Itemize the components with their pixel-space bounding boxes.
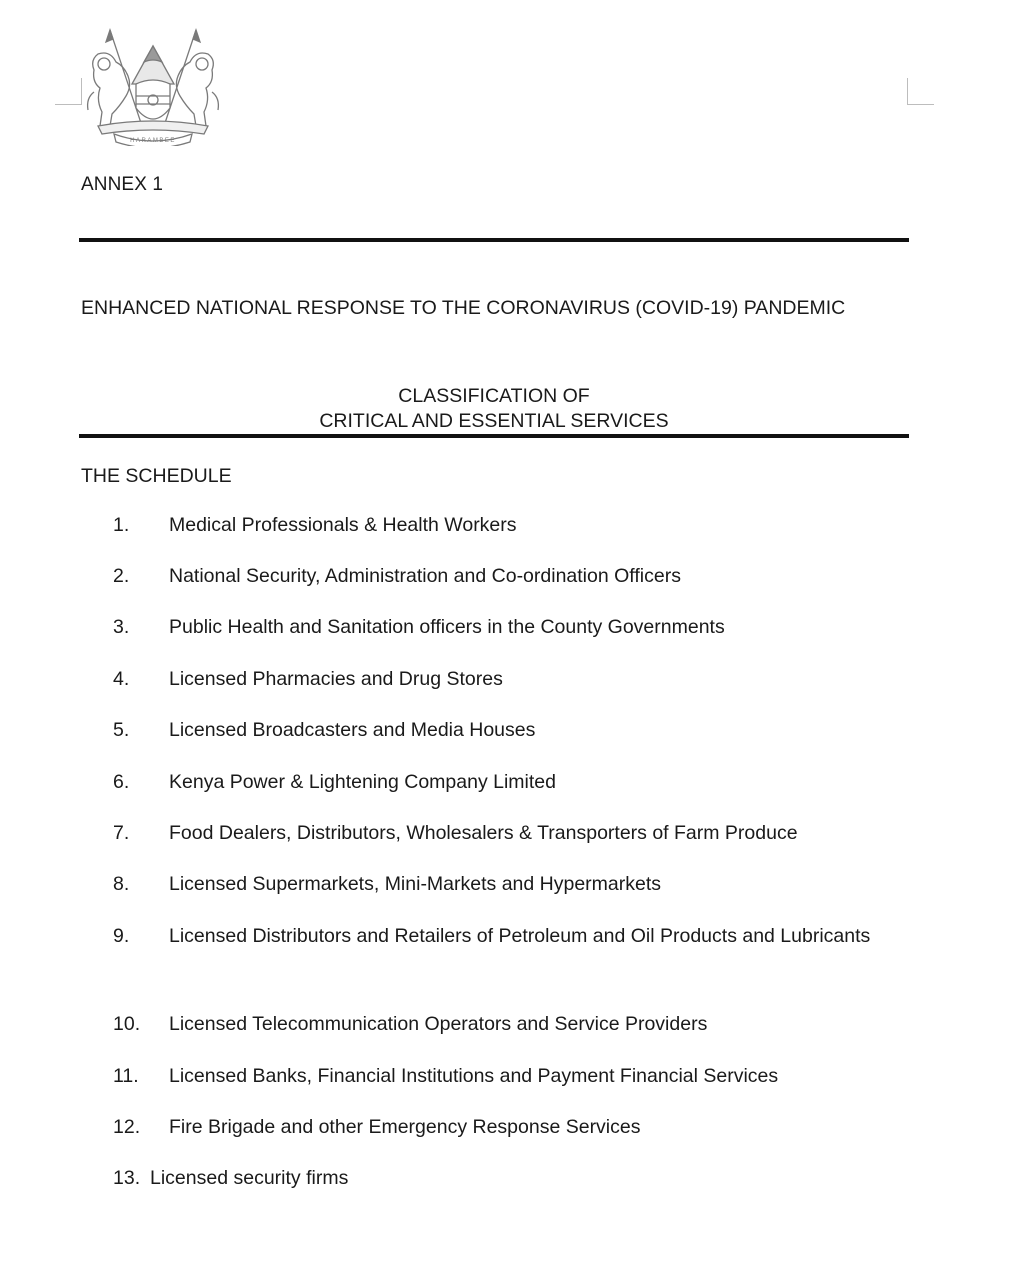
list-item: [113, 815, 907, 852]
crop-mark-right: [907, 78, 934, 105]
emblem-motto: HARAMBEE: [130, 138, 176, 144]
list-item-text: Licensed Banks, Financial Institutions and Payment Financial Services: [169, 1065, 779, 1087]
kenya-coat-of-arms-icon: [80, 26, 226, 146]
list-item: [113, 918, 907, 955]
annex-label: ANNEX 1: [81, 174, 164, 195]
list-item: [113, 712, 907, 749]
list-item-text: Food Dealers, Distributors, Wholesalers & Transporters of Farm Produce: [169, 822, 798, 844]
list-item-text: Licensed Broadcasters and Media Houses: [169, 719, 536, 741]
list-item-text: Kenya Power & Lightening Company Limited: [169, 771, 556, 793]
list-item-number: 10.: [113, 1013, 141, 1035]
list-item-number: 2.: [113, 565, 130, 587]
list-item: [113, 1006, 907, 1043]
bottom-rule: [79, 434, 909, 438]
classification-line-2: CRITICAL AND ESSENTIAL SERVICES: [319, 410, 669, 432]
list-item-number: 11.: [113, 1065, 139, 1087]
list-item: [113, 507, 907, 544]
schedule-heading: THE SCHEDULE: [81, 465, 232, 487]
list-item: [113, 764, 907, 801]
list-item: [113, 1160, 907, 1197]
list-item: [113, 866, 907, 903]
list-item: [113, 558, 907, 595]
list-item-text: Fire Brigade and other Emergency Response Services: [169, 1116, 641, 1138]
list-item-text: Medical Professionals & Health Workers: [169, 514, 517, 536]
list-item-text: Licensed Telecommunication Operators and Service Providers: [169, 1013, 708, 1035]
list-item-number: 4.: [113, 668, 130, 690]
list-item: [113, 1058, 907, 1095]
list-item: [113, 1109, 907, 1146]
classification-heading: [79, 384, 909, 434]
document-title: ENHANCED NATIONAL RESPONSE TO THE CORONAVIRUS (COVID-19) PANDEMIC: [81, 297, 846, 319]
list-item-number: 12.: [113, 1116, 141, 1138]
list-item-text: National Security, Administration and Co-ordination Officers: [169, 565, 681, 587]
list-item-text: Public Health and Sanitation officers in the County Governments: [169, 616, 725, 638]
crop-mark-left: [55, 78, 82, 105]
list-item-number: 6.: [113, 771, 130, 793]
top-rule: [79, 238, 909, 242]
list-item-number: 1.: [113, 514, 130, 536]
list-item-number: 13.: [113, 1167, 141, 1189]
list-item-number: 9.: [113, 925, 130, 947]
list-item-text: Licensed Pharmacies and Drug Stores: [169, 668, 503, 690]
classification-line-1: CLASSIFICATION OF: [398, 385, 590, 407]
list-item-number: 5.: [113, 719, 130, 741]
list-item-number: 7.: [113, 822, 130, 844]
list-item: [113, 661, 907, 698]
list-item-text: Licensed security firms: [150, 1167, 349, 1189]
list-item-text: Licensed Distributors and Retailers of Petroleum and Oil Products and Lubricants: [169, 925, 871, 947]
list-item-text: Licensed Supermarkets, Mini-Markets and Hypermarkets: [169, 873, 662, 895]
list-item-number: 3.: [113, 616, 130, 638]
list-item-number: 8.: [113, 873, 130, 895]
list-item: [113, 609, 907, 646]
